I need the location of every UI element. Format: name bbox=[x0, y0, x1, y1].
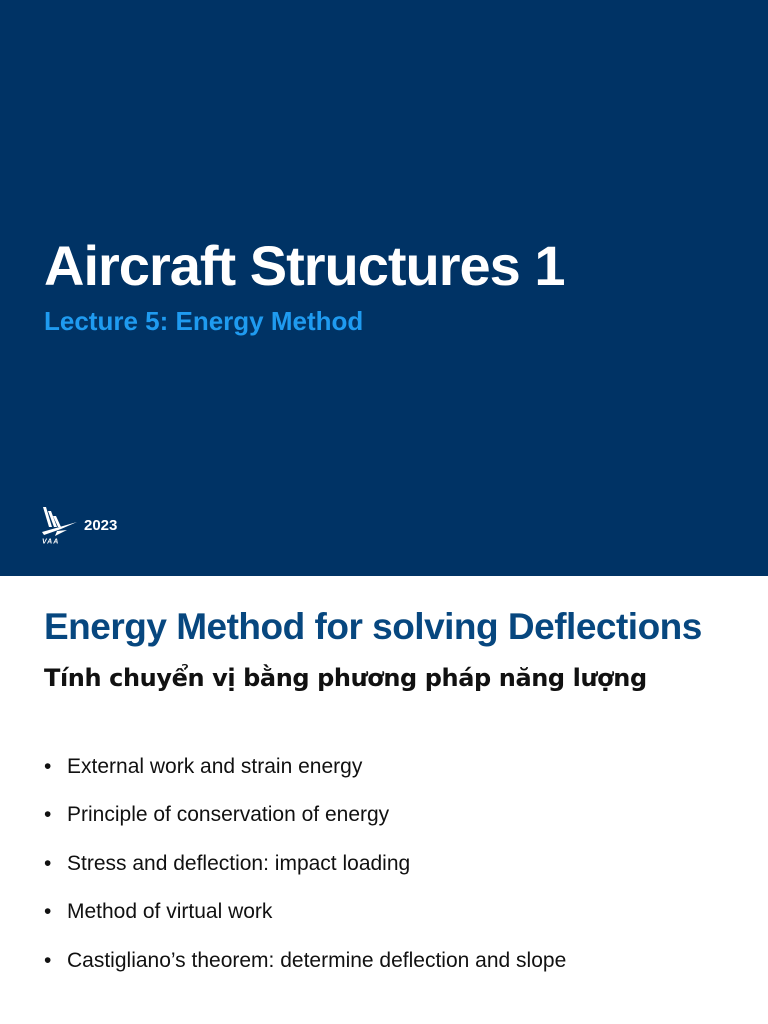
topic-list bbox=[44, 750, 566, 992]
bullet-marker: • bbox=[44, 755, 52, 778]
course-title: Aircraft Structures 1 bbox=[44, 234, 565, 297]
logo-tail-stroke bbox=[55, 530, 67, 536]
year-label: 2023 bbox=[84, 517, 118, 534]
topic-item bbox=[44, 847, 566, 895]
topic-item bbox=[44, 798, 566, 846]
topic-label: External work and strain energy bbox=[67, 755, 363, 778]
vaa-bird-logo-icon bbox=[40, 505, 80, 545]
bullet-marker: • bbox=[44, 948, 52, 972]
topic-item bbox=[44, 895, 566, 943]
topic-label: Castigliano’s theorem: determine deflection and slope bbox=[67, 948, 567, 972]
bullet-marker: • bbox=[44, 851, 52, 875]
section-subheading-vietnamese: Tính chuyển vị bằng phương pháp năng lượng bbox=[44, 664, 647, 692]
topic-item bbox=[44, 944, 566, 992]
section-heading: Energy Method for solving Deflections bbox=[44, 606, 702, 647]
bullet-marker: • bbox=[44, 900, 52, 924]
topic-item bbox=[44, 750, 566, 798]
bullet-marker: • bbox=[44, 803, 52, 827]
topic-label: Principle of conservation of energy bbox=[67, 803, 390, 827]
topic-label: Stress and deflection: impact loading bbox=[67, 851, 411, 875]
logo-wordmark: VAA bbox=[42, 538, 60, 545]
lecture-subtitle: Lecture 5: Energy Method bbox=[44, 306, 364, 336]
topic-label: Method of virtual work bbox=[67, 900, 273, 924]
